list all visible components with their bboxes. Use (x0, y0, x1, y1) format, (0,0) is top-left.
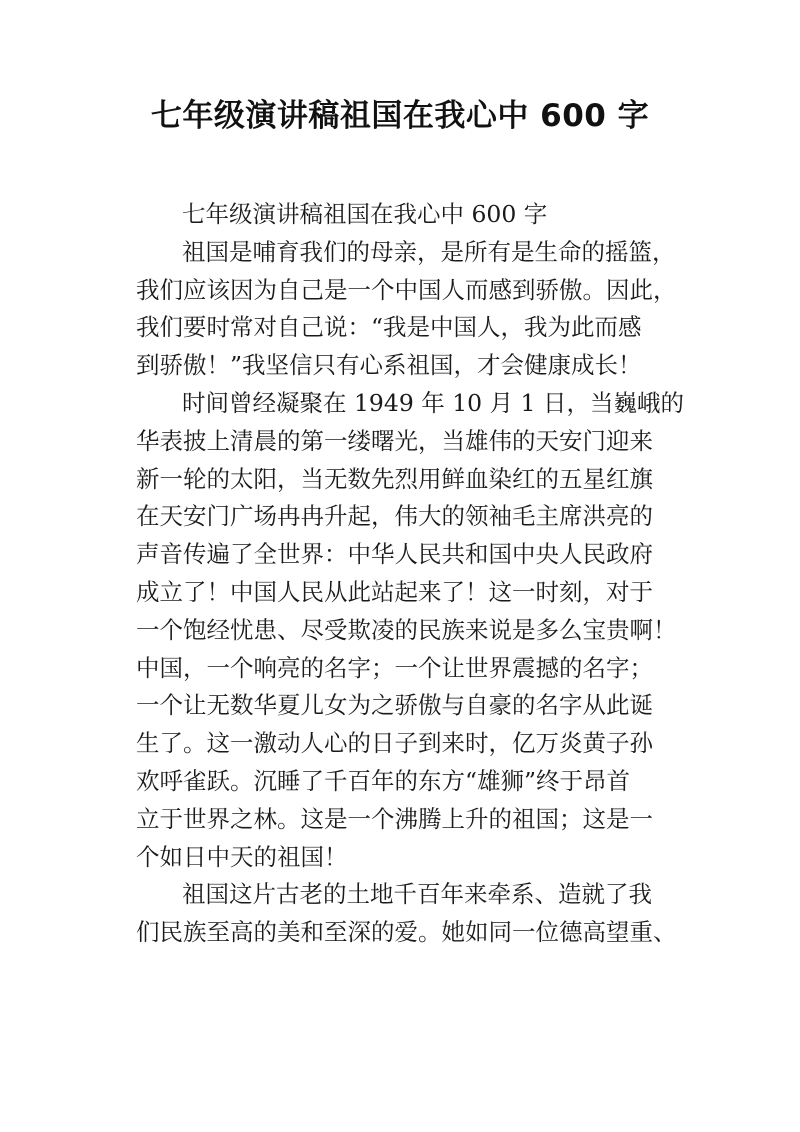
paragraph-line: 个如日中天的祖国！ (136, 842, 348, 871)
document-title: 七年级演讲稿祖国在我心中 600 字 (150, 98, 650, 134)
paragraph-line: 我们要时常对自己说：“我是中国人，我为此而感 (136, 313, 642, 342)
paragraph-line: 时间曾经凝聚在 1949 年 10 月 1 日，当巍峨的 (182, 388, 684, 417)
paragraph-line: 一个让无数华夏儿女为之骄傲与自豪的名字从此诞 (136, 691, 653, 720)
paragraph-line: 华表披上清晨的第一缕曙光，当雄伟的天安门迎来 (136, 426, 653, 455)
paragraph-line: 们民族至高的美和至深的爱。她如同一位德高望重、 (136, 918, 677, 947)
paragraph-line: 一个饱经忧患、尽受欺凌的民族来说是多么宝贵啊！ (136, 615, 677, 644)
paragraph-line: 生了。这一激动人心的日子到来时，亿万炎黄子孙 (136, 729, 653, 758)
paragraph-line: 中国，一个响亮的名字；一个让世界震撼的名字； (136, 653, 653, 682)
paragraph-line: 祖国是哺育我们的母亲，是所有是生命的摇篮， (182, 237, 676, 266)
document-body (136, 196, 682, 952)
paragraph-line: 成立了！中国人民从此站起来了！这一时刻，对于 (136, 577, 653, 606)
paragraph-line: 七年级演讲稿祖国在我心中 600 字 (182, 200, 548, 228)
paragraph-line: 声音传遍了全世界：中华人民共和国中央人民政府 (136, 540, 653, 569)
paragraph-line: 在天安门广场冉冉升起，伟大的领袖毛主席洪亮的 (136, 502, 653, 531)
paragraph-line: 我们应该因为自己是一个中国人而感到骄傲。因此， (136, 275, 677, 304)
paragraph-line: 新一轮的太阳，当无数先烈用鲜血染红的五星红旗 (136, 464, 653, 493)
paragraph-line: 到骄傲！”我坚信只有心系祖国，才会健康成长！ (136, 351, 642, 380)
paragraph-line: 祖国这片古老的土地千百年来牵系、造就了我 (182, 880, 652, 909)
paragraph-line: 欢呼雀跃。沉睡了千百年的东方“雄狮”终于昂首 (136, 766, 631, 795)
paragraph-line: 立于世界之林。这是一个沸腾上升的祖国；这是一 (136, 804, 653, 833)
